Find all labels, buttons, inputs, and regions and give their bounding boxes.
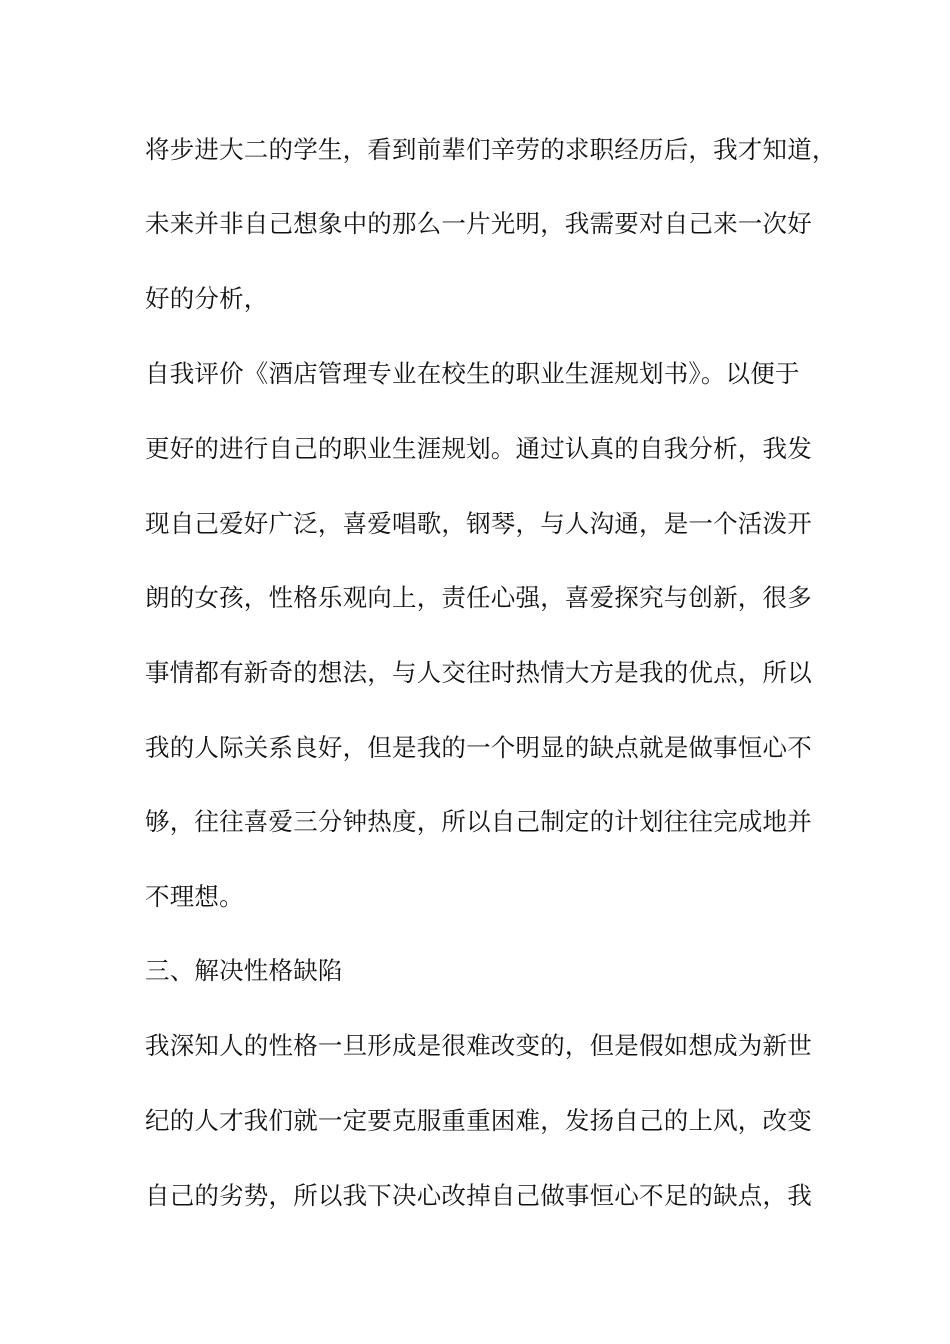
text-line: 好的分析， <box>145 284 269 313</box>
text-line: 够，往往喜爱三分钟热度，所以自己制定的计划往往完成地并 <box>145 807 812 836</box>
text-line: 朗的女孩，性格乐观向上，责任心强，喜爱探究与创新，很多 <box>145 583 812 612</box>
text-line: 事情都有新奇的想法，与人交往时热情大方是我的优点，所以 <box>145 658 812 687</box>
text-line: 更好的进行自己的职业生涯规划。通过认真的自我分析，我发 <box>145 434 812 463</box>
section-heading: 三、解决性格缺陷 <box>145 956 343 985</box>
text-line: 我的人际关系良好，但是我的一个明显的缺点就是做事恒心不 <box>145 733 812 762</box>
text-line: 自己的劣势，所以我下决心改掉自己做事恒心不足的缺点，我 <box>145 1181 812 1210</box>
text-line: 现自己爱好广泛，喜爱唱歌，钢琴，与人沟通，是一个活泼开 <box>145 509 812 538</box>
text-line: 我深知人的性格一旦形成是很难改变的，但是假如想成为新世 <box>145 1031 812 1060</box>
text-line: 纪的人才我们就一定要克服重重困难，发扬自己的上风，改变 <box>145 1106 812 1135</box>
text-line: 将步进大二的学生，看到前辈们辛劳的求职经历后，我才知道， <box>145 135 837 164</box>
text-line: 未来并非自己想象中的那么一片光明，我需要对自己来一次好 <box>145 209 812 238</box>
text-line: 自我评价《酒店管理专业在校生的职业生涯规划书》。以便于 <box>145 359 800 388</box>
text-line: 不理想。 <box>145 882 244 911</box>
